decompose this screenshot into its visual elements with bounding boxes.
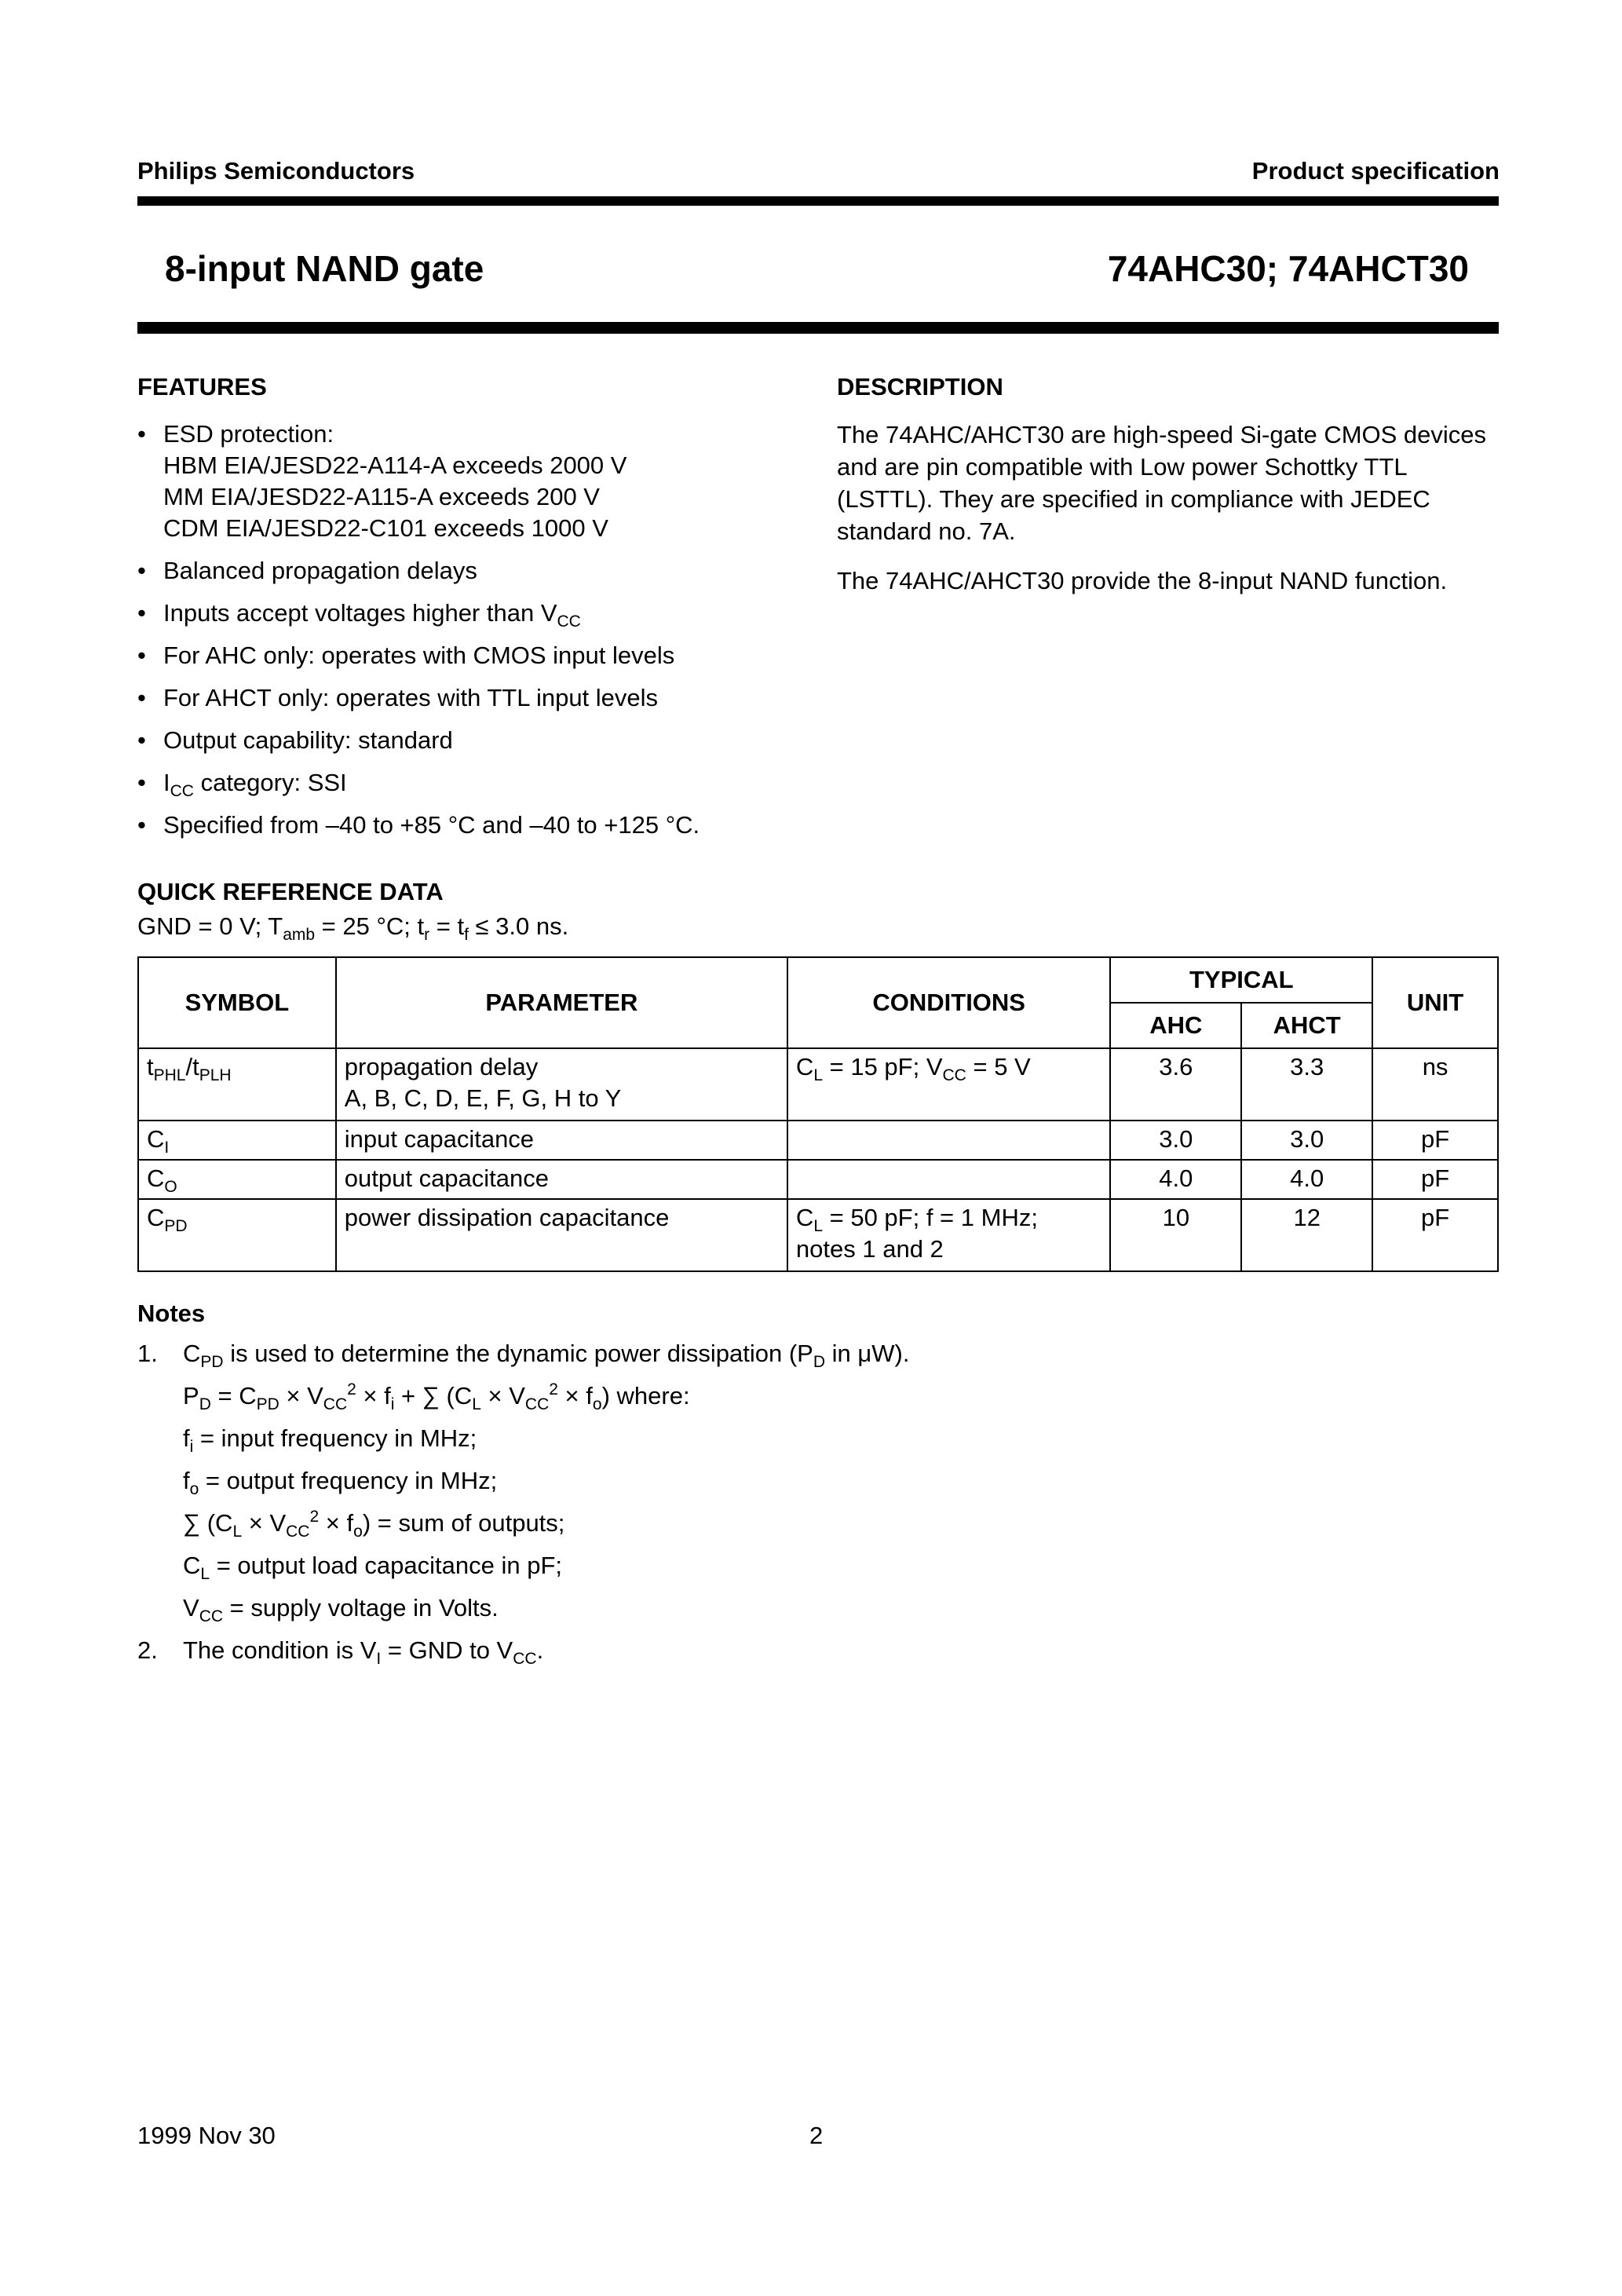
header-rule-bottom (137, 322, 1499, 334)
table-row (138, 1048, 1498, 1121)
description-para-1: The 74AHC/AHCT30 are high-speed Si-gate CMOS devices and are pin compatible with Low power Schottky TTL (LSTTL). They are specified in compliance with JEDEC standard no. 7A. (837, 421, 1487, 545)
cell-conditions: $C_L = 15$ pF; $V_{CC} = 5$ V (787, 1048, 1111, 1121)
notes-heading: Notes (137, 1300, 206, 1327)
cell-unit: pF (1372, 1199, 1498, 1271)
notes-body (137, 1338, 1496, 1677)
cell-parameter: propagation delay A, B, C, D, E, F, G, H to Y (336, 1048, 787, 1121)
feature-temperature: • Specified from –40 to +85 °C and –40 to +125 °C. (137, 811, 700, 839)
description-heading: DESCRIPTION (837, 373, 1003, 400)
description-para-2: The 74AHC/AHCT30 provide the 8-input NAND function. (837, 567, 1448, 594)
part-numbers: 74AHC30; 74AHCT30 (1107, 248, 1469, 289)
note-1-vcc: $V_{CC}$ = supply voltage in Volts. (183, 1594, 499, 1625)
cell-unit: ns (1372, 1048, 1498, 1121)
note-1-cl: $C_L$ = output load capacitance in pF; (183, 1552, 563, 1583)
note-1: 1. $C_{PD}$ is used to determine the dynamic power dissipation ($P_D$ in μW). (137, 1340, 910, 1371)
header-rule-top (137, 196, 1499, 206)
cell-ahct: 4.0 (1241, 1160, 1372, 1199)
quick-reference-table (137, 956, 1499, 1272)
cell-parameter: output capacitance (336, 1160, 787, 1199)
feature-output: • Output capability: standard (137, 726, 453, 754)
note-1-formula: $P_D = C_{PD} \times V_{CC}^2 \times f_i$ + ∑ $(C_L \times V_{CC}^2 \times f_o)$ where: (183, 1380, 690, 1413)
feature-esd: • ESD protection: HBM EIA/JESD22-A114-A exceeds 2000 V MM EIA/JESD22-A115-A exceeds 200 V CDM EIA/JESD22-C101 exceeds 1000 V (137, 420, 627, 542)
cell-symbol: $C_{PD}$ (138, 1199, 336, 1271)
col-unit: UNIT (1372, 957, 1498, 1048)
table-row (138, 1199, 1498, 1271)
note-1-fo: $f_o$ = output frequency in MHz; (183, 1467, 498, 1498)
cell-symbol: $C_I$ (138, 1121, 336, 1160)
col-ahct: AHCT (1241, 1003, 1372, 1048)
quick-reference-heading: QUICK REFERENCE DATA (137, 878, 444, 905)
feature-icc: • $I_{CC}$ category: SSI (137, 769, 347, 800)
cell-ahct: 12 (1241, 1199, 1372, 1271)
table-row (138, 1160, 1498, 1199)
feature-inputs: • Inputs accept voltages higher than $V_{CC}$ (137, 599, 581, 631)
feature-ahc: • For AHC only: operates with CMOS input levels (137, 642, 675, 669)
cell-ahct: 3.0 (1241, 1121, 1372, 1160)
cell-parameter: input capacitance (336, 1121, 787, 1160)
note-1-fi: $f_i$ = input frequency in MHz; (183, 1424, 477, 1456)
feature-balanced: • Balanced propagation delays (137, 557, 477, 584)
col-conditions: CONDITIONS (787, 957, 1111, 1048)
features-heading: FEATURES (137, 373, 267, 400)
note-2: 2. The condition is $V_I$ = GND to $V_{CC}$. (137, 1636, 544, 1668)
page-number: 2 (809, 2122, 824, 2149)
cell-ahc: 3.6 (1110, 1048, 1241, 1121)
cell-conditions (787, 1160, 1111, 1199)
quick-reference-conditions: GND = 0 V; $T_{amb} = 25$ °C; $t_r = t_f \le 3.0$ ns. (137, 912, 569, 944)
cell-ahc: 10 (1110, 1199, 1241, 1271)
table-header-row (138, 957, 1498, 1003)
cell-conditions (787, 1121, 1111, 1160)
cell-unit: pF (1372, 1121, 1498, 1160)
note-1-sum: ∑ $(C_L \times V_{CC}^2 \times f_o)$ = sum of outputs; (183, 1508, 565, 1541)
cell-ahct: 3.3 (1241, 1048, 1372, 1121)
cell-unit: pF (1372, 1160, 1498, 1199)
description-body (837, 419, 1504, 614)
col-ahc: AHC (1110, 1003, 1241, 1048)
cell-symbol: $C_O$ (138, 1160, 336, 1199)
features-list (137, 419, 828, 852)
document-type: Product specification (1251, 157, 1500, 185)
col-typical: TYPICAL (1110, 957, 1372, 1003)
company-name: Philips Semiconductors (137, 157, 415, 185)
cell-ahc: 3.0 (1110, 1121, 1241, 1160)
cell-parameter: power dissipation capacitance (336, 1199, 787, 1271)
cell-conditions: $C_L = 50$ pF; f = 1 MHz; notes 1 and 2 (787, 1199, 1111, 1271)
feature-ahct: • For AHCT only: operates with TTL input levels (137, 684, 659, 711)
cell-symbol: $t_{PHL}/t_{PLH}$ (138, 1048, 336, 1121)
footer-date: 1999 Nov 30 (137, 2122, 276, 2149)
page-title: 8-input NAND gate (165, 248, 484, 289)
table-row (138, 1121, 1498, 1160)
cell-ahc: 4.0 (1110, 1160, 1241, 1199)
col-parameter: PARAMETER (336, 957, 787, 1048)
col-symbol: SYMBOL (138, 957, 336, 1048)
